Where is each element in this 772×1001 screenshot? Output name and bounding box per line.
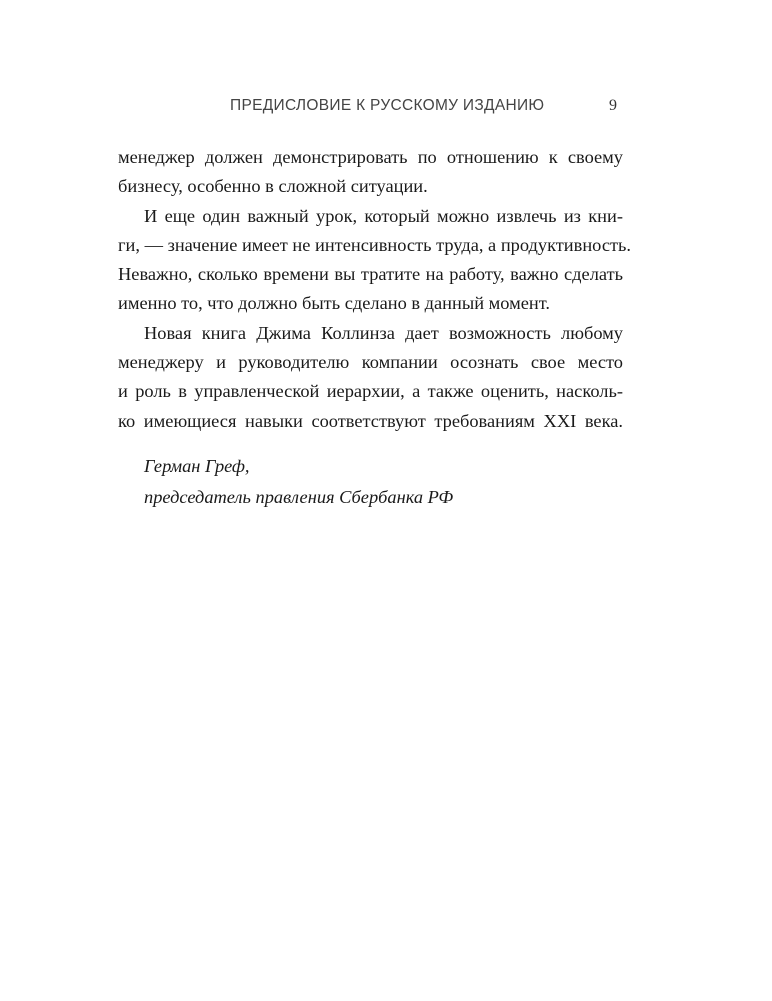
text-line: И еще один важный урок, который можно извлечь из кни- bbox=[144, 205, 623, 226]
signature-position: председатель правления Сбербанка РФ bbox=[144, 487, 454, 507]
chapter-title: ПРЕДИСЛОВИЕ К РУССКОМУ ИЗДАНИЮ bbox=[230, 97, 545, 114]
text-line: бизнесу, особенно в сложной ситуации. bbox=[118, 176, 428, 197]
signature-name: Герман Греф, bbox=[144, 456, 250, 476]
text-line: ги, — значение имеет не интенсивность труда, а продуктивность. bbox=[118, 234, 632, 255]
body-text bbox=[118, 143, 632, 436]
signature bbox=[144, 451, 453, 513]
text-line: менеджер должен демонстрировать по отношению к своему bbox=[118, 147, 623, 167]
text-line: Новая книга Джима Коллинза дает возможность любому bbox=[144, 322, 623, 343]
page-number: 9 bbox=[609, 97, 617, 114]
text-line: ко имеющиеся навыки соответствуют требованиям XXI века. bbox=[118, 410, 623, 431]
paragraph bbox=[118, 143, 623, 202]
text-line: именно то, что должно быть сделано в данный момент. bbox=[118, 293, 551, 314]
text-line: Неважно, сколько времени вы тратите на работу, важно сделать bbox=[118, 264, 623, 285]
paragraph bbox=[118, 319, 623, 436]
text-line: менеджеру и руководителю компании осознать свое место bbox=[118, 352, 623, 373]
text-line: и роль в управленческой иерархии, а также оценить, насколь- bbox=[118, 381, 623, 402]
paragraph bbox=[118, 202, 632, 319]
